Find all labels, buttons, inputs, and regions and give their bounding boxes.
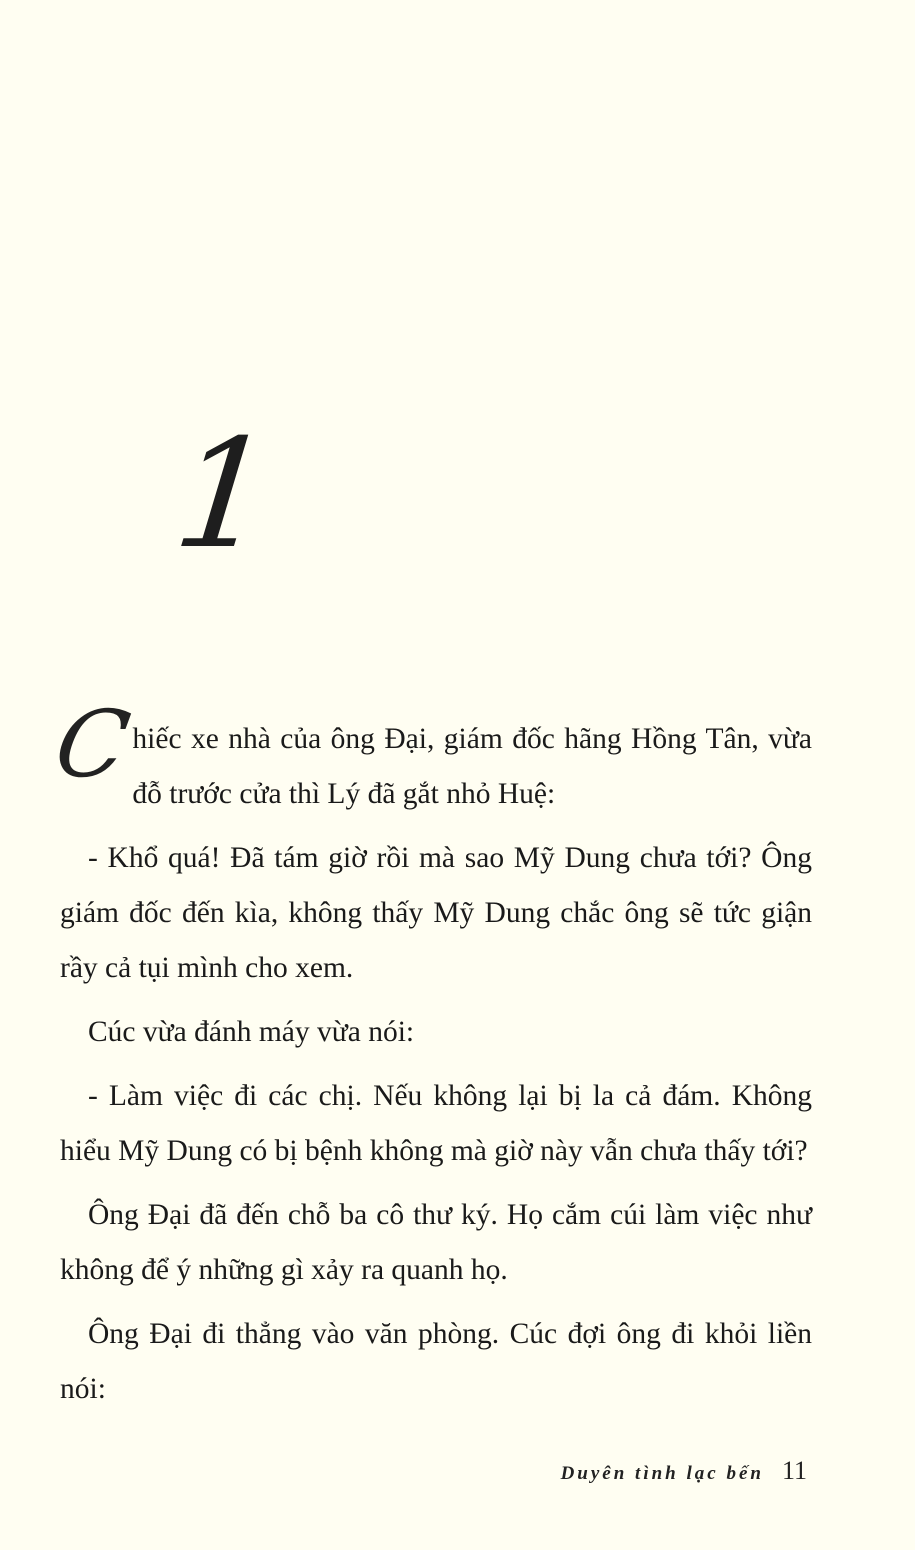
- running-title: Duyên tình lạc bến: [560, 1463, 764, 1484]
- chapter-number: 1: [166, 408, 281, 582]
- chapter-text: [47, 691, 812, 1426]
- page-number: 11: [781, 1456, 807, 1485]
- paragraph-4: - Làm việc đi các chị. Nếu không lại bị la cả đám. Không hiểu Mỹ Dung có bị bệnh không mà giờ này vẫn chưa thấy tới?: [60, 1080, 812, 1167]
- page-footer: [561, 1456, 807, 1486]
- paragraph-1-text: hiếc xe nhà của ông Đại, giám đốc hãng Hồng Tân, vừa đỗ trước cửa thì Lý đã gắt nhỏ Huệ:: [132, 723, 812, 810]
- paragraph-2: - Khổ quá! Đã tám giờ rồi mà sao Mỹ Dung chưa tới? Ông giám đốc đến kìa, không thấy Mỹ Dung chắc ông sẽ tức giận rầy cả tụi mình cho xem.: [60, 842, 812, 984]
- paragraph-1: [47, 691, 812, 822]
- paragraph-5: Ông Đại đã đến chỗ ba cô thư ký. Họ cắm cúi làm việc như không để ý những gì xảy ra quanh họ.: [60, 1199, 812, 1286]
- paragraph-3: Cúc vừa đánh máy vừa nói:: [88, 1016, 415, 1048]
- paragraph-6: Ông Đại đi thẳng vào văn phòng. Cúc đợi ông đi khỏi liền nói:: [60, 1318, 812, 1405]
- drop-cap: C: [47, 691, 137, 798]
